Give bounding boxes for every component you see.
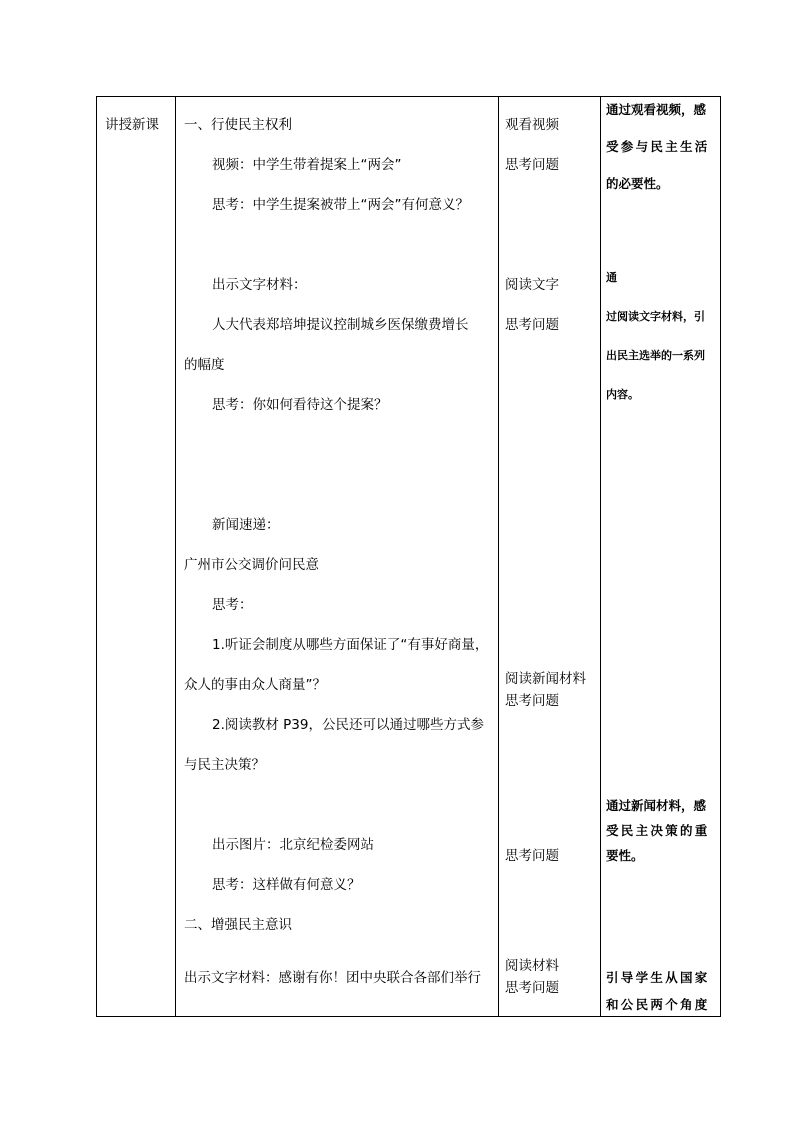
video-line: 视频：中学生带着提案上“两会” (212, 157, 402, 173)
material-line-2: 出示文字材料：感谢有你！团中央联合各部们举行 (184, 970, 481, 986)
section-heading-1: 一、行使民主权利 (184, 117, 292, 133)
intent-1-line-1: 通过观看视频，感 (606, 102, 707, 117)
news-title: 广州市公交调价问民意 (184, 557, 319, 573)
intent-2-line-3: 出民主选举的一系列 (606, 349, 705, 362)
intent-2-line-4: 内容。 (606, 388, 639, 401)
activity-3: 阅读文字 (505, 277, 559, 293)
question-2b: 与民主决策？ (184, 757, 265, 773)
section-heading-2: 二、增强民主意识 (184, 917, 292, 933)
stage-label: 讲授新课 (105, 117, 159, 133)
intent-1-line-2: 受参与民主生活 (606, 139, 710, 154)
intent-4-line-2: 和公民两个角度 (606, 997, 710, 1012)
intent-2-line-2: 过阅读文字材料，引 (606, 310, 705, 323)
intent-3-line-1: 通过新闻材料，感 (606, 798, 707, 813)
lesson-plan-table (96, 96, 721, 1017)
column-divider (498, 97, 499, 1016)
activity-9: 思考问题 (505, 980, 559, 996)
question-2a: 2.阅读教材 P39，公民还可以通过哪些方式参 (212, 717, 484, 733)
activity-7: 思考问题 (505, 848, 559, 864)
intent-1-line-3: 的必要性。 (606, 176, 669, 191)
question-1a: 1.听证会制度从哪些方面保证了“有事好商量， (212, 637, 489, 653)
intent-3-line-3: 要性。 (606, 848, 644, 863)
think-line-1: 思考：中学生提案被带上“两会”有何意义？ (212, 197, 469, 213)
intent-2-line-1: 通 (606, 271, 617, 284)
activity-4: 思考问题 (505, 317, 559, 333)
intent-4-line-1: 引导学生从国家 (606, 970, 710, 985)
material-body-a: 人大代表郑培坤提议控制城乡医保缴费增长 (212, 317, 469, 333)
column-divider (175, 97, 176, 1016)
activity-1: 观看视频 (505, 117, 559, 133)
column-divider (600, 97, 601, 1016)
activity-5: 阅读新闻材料 (505, 671, 586, 687)
question-1b: 众人的事由众人商量”？ (184, 677, 326, 693)
think-line-2: 思考：你如何看待这个提案？ (212, 397, 388, 413)
think-line-4: 思考：这样做有何意义？ (212, 877, 361, 893)
activity-8: 阅读材料 (505, 958, 559, 974)
activity-2: 思考问题 (505, 157, 559, 173)
intent-3-line-2: 受民主决策的重 (606, 823, 710, 838)
material-body-b: 的幅度 (184, 357, 225, 373)
think-line-3: 思考： (212, 597, 253, 613)
activity-6: 思考问题 (505, 693, 559, 709)
material-line-1: 出示文字材料： (212, 277, 307, 293)
picture-line: 出示图片：北京纪检委网站 (212, 837, 374, 853)
news-line: 新闻速递： (212, 517, 280, 533)
